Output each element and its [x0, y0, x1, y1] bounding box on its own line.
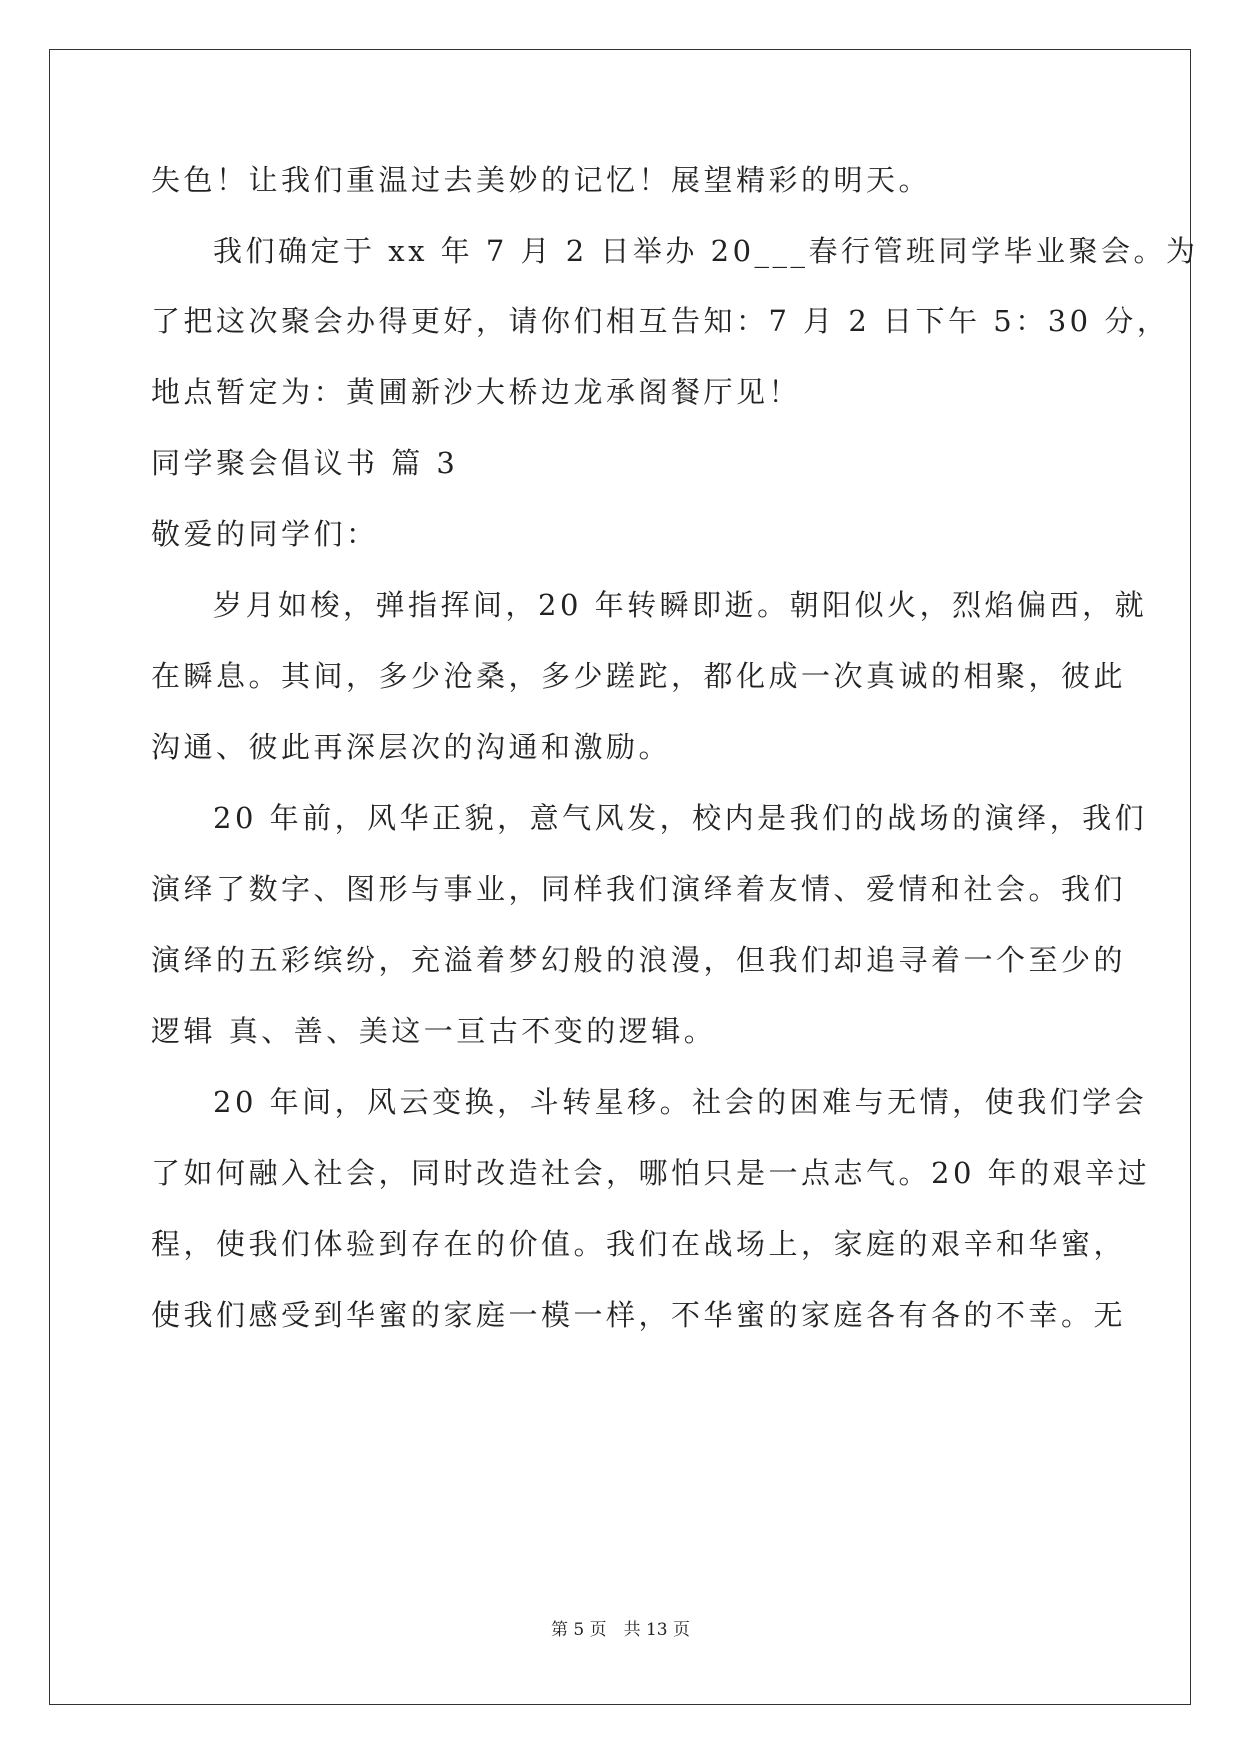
text-line: 20 年间，风云变换，斗转星移。社会的困难与无情，使我们学会	[213, 1085, 1148, 1119]
text-line: 演绎的五彩缤纷，充溢着梦幻般的浪漫，但我们却追寻着一个至少的	[151, 943, 1127, 977]
text-line: 失色！让我们重温过去美妙的记忆！展望精彩的明天。	[151, 163, 932, 197]
text-line: 20 年前，风华正貌，意气风发，校内是我们的战场的演绎，我们	[213, 801, 1148, 835]
text-line: 在瞬息。其间，多少沧桑，多少蹉跎，都化成一次真诚的相聚，彼此	[151, 659, 1127, 693]
text-line: 我们确定于 xx 年 7 月 2 日举办 20___春行管班同学毕业聚会。为	[213, 234, 1199, 268]
text-line: 岁月如梭，弹指挥间，20 年转瞬即逝。朝阳似火，烈焰偏西，就	[213, 588, 1148, 622]
text-line: 使我们感受到华蜜的家庭一模一样，不华蜜的家庭各有各的不幸。无	[151, 1298, 1127, 1332]
text-line: 了把这次聚会办得更好，请你们相互告知：7 月 2 日下午 5：30 分，	[151, 304, 1170, 338]
text-line: 沟通、彼此再深层次的沟通和激励。	[151, 730, 672, 764]
text-line: 逻辑 真、善、美这一亘古不变的逻辑。	[151, 1014, 717, 1048]
text-line: 了如何融入社会，同时改造社会，哪怕只是一点志气。20 年的艰辛过	[151, 1156, 1151, 1190]
text-line: 地点暂定为：黄圃新沙大桥边龙承阁餐厅见！	[151, 375, 802, 409]
text-line: 程，使我们体验到存在的价值。我们在战场上，家庭的艰辛和华蜜，	[151, 1227, 1127, 1261]
text-line: 演绎了数字、图形与事业，同样我们演绎着友情、爱情和社会。我们	[151, 872, 1127, 906]
salutation: 敬爱的同学们：	[151, 517, 379, 551]
page-number: 第 5 页 共 13 页	[550, 1620, 691, 1640]
section-heading: 同学聚会倡议书 篇 3	[151, 446, 459, 480]
